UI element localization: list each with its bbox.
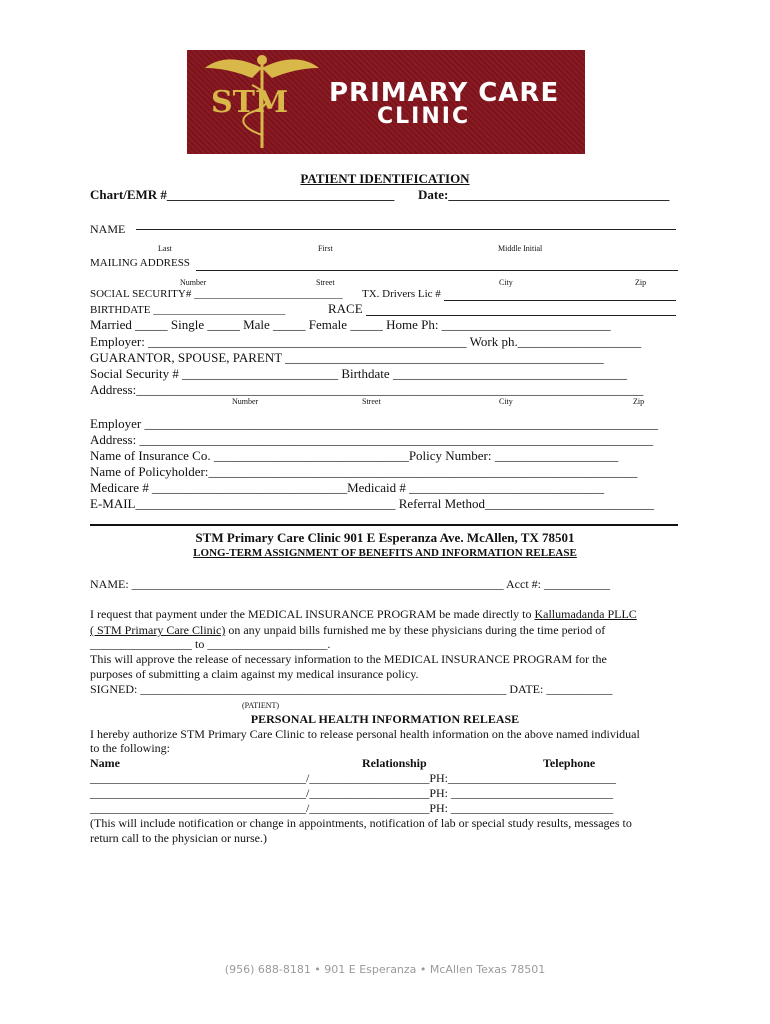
footer-contact: (956) 688-8181 • 901 E Esperanza • McAllen Texas 78501 (224, 963, 546, 976)
address-sub-number: Number (232, 397, 259, 406)
logo-line2: CLINIC (377, 104, 471, 129)
chart-emr-field[interactable]: Chart/EMR #___________________________________ (90, 187, 395, 202)
race-line[interactable] (366, 315, 676, 316)
policyholder-line[interactable]: Name of Policyholder:__________________________________________________________________ (90, 464, 638, 479)
name-sub-last: Last (158, 244, 172, 253)
time-period-fields[interactable]: _________________ to ____________________. (90, 637, 331, 651)
social-security-birthdate-line[interactable]: Social Security # ________________________ Birthdate ____________________________________ (90, 366, 627, 381)
address-sub-street: Street (362, 397, 381, 406)
section-title-patient-identification: PATIENT IDENTIFICATION (300, 171, 470, 186)
payment-request-text-a: I request that payment under the MEDICAL INSURANCE PROGRAM be made directly to (90, 607, 535, 621)
name-label: NAME (90, 222, 126, 236)
guarantor-line[interactable]: GUARANTOR, SPOUSE, PARENT _________________________________________________ (90, 350, 604, 365)
contact-row-1[interactable]: ____________________________________/____________________PH:____________________________ (90, 771, 617, 785)
ssn-field[interactable]: SOCIAL SECURITY# ___________________________ (90, 288, 343, 300)
col-header-name: Name (90, 756, 120, 770)
clinic-logo (187, 50, 585, 154)
medicare-medicaid-line[interactable]: Medicare # ______________________________Medicaid # ______________________________ (90, 480, 605, 495)
payment-request-text-2 (90, 623, 605, 638)
mailing-sub-city: City (499, 278, 513, 287)
insurance-policy-line[interactable]: Name of Insurance Co. ______________________________Policy Number: ___________________ (90, 448, 619, 463)
col-header-telephone: Telephone (543, 756, 596, 770)
phi-authorize-text-1: I hereby authorize STM Primary Care Clinic to release personal health information on the above named individual (90, 727, 640, 741)
logo-line1: PRIMARY CARE (329, 78, 560, 108)
date-field[interactable]: Date:__________________________________ (418, 187, 670, 202)
col-header-relationship: Relationship (362, 756, 427, 770)
guarantor-address-line[interactable]: Address:______________________________________________________________________________ (90, 382, 644, 397)
address-sub-city: City (499, 397, 513, 406)
drivers-license-line[interactable] (444, 300, 676, 301)
name-acct-line[interactable]: NAME: ______________________________________________________________ Acct #: ___________ (90, 577, 610, 591)
release-text-2: purposes of submitting a claim against my medical insurance policy. (90, 667, 419, 681)
contact-row-2[interactable]: ____________________________________/____________________PH: ___________________________ (90, 786, 614, 800)
section-divider (90, 524, 678, 526)
payment-request-text-b: on any unpaid bills furnished me by these physicians during the time period of (225, 623, 606, 637)
clinic-name-underlined: ( STM Primary Care Clinic) (90, 623, 226, 637)
address-sub-zip: Zip (633, 397, 645, 406)
clinic-address-header: STM Primary Care Clinic 901 E Esperanza Ave. McAllen, TX 78501 (195, 530, 575, 545)
mailing-sub-street: Street (316, 278, 335, 287)
address-line-2[interactable]: Address: _______________________________________________________________________________ (90, 432, 653, 447)
drivers-license-label: TX. Drivers Lic # (362, 288, 441, 300)
assignment-subtitle: LONG-TERM ASSIGNMENT OF BENEFITS AND INFORMATION RELEASE (193, 547, 577, 559)
race-label: RACE (328, 301, 363, 316)
patient-note: (PATIENT) (242, 701, 280, 710)
mailing-address-line[interactable] (196, 270, 678, 271)
employer-workph-line[interactable]: Employer: _________________________________________________ Work ph.___________________ (90, 334, 642, 349)
contact-row-3[interactable]: ____________________________________/____________________PH: ___________________________ (90, 801, 614, 815)
caduceus-icon (197, 50, 327, 154)
mailing-sub-zip: Zip (635, 278, 647, 287)
birthdate-field[interactable]: BIRTHDATE ________________________ (90, 304, 286, 316)
marital-gender-line[interactable]: Married _____ Single _____ Male _____ Female _____ Home Ph: __________________________ (90, 317, 611, 332)
phi-release-title: PERSONAL HEALTH INFORMATION RELEASE (250, 712, 520, 726)
signed-date-line[interactable]: SIGNED: _____________________________________________________________ DATE: ___________ (90, 682, 613, 696)
mailing-address-label: MAILING ADDRESS (90, 257, 190, 269)
logo-monogram: STM (211, 85, 289, 120)
email-referral-line[interactable]: E-MAIL________________________________________ Referral Method__________________________ (90, 496, 655, 511)
pllc-name: Kallumadanda PLLC (534, 607, 637, 621)
name-field-line[interactable] (136, 229, 676, 230)
employer-line-2[interactable]: Employer _______________________________________________________________________________ (90, 416, 659, 431)
payment-request-text (90, 607, 637, 622)
name-sub-first: First (318, 244, 333, 253)
phi-authorize-text-2: to the following: (90, 741, 170, 755)
notification-note-2: return call to the physician or nurse.) (90, 831, 267, 845)
name-sub-middle: Middle Initial (498, 244, 543, 253)
mailing-sub-number: Number (180, 278, 207, 287)
release-text-1: This will approve the release of necessary information to the MEDICAL INSURANCE PROGRAM for the (90, 652, 607, 666)
notification-note-1: (This will include notification or change in appointments, notification of lab or special study results, messages to (90, 816, 632, 830)
